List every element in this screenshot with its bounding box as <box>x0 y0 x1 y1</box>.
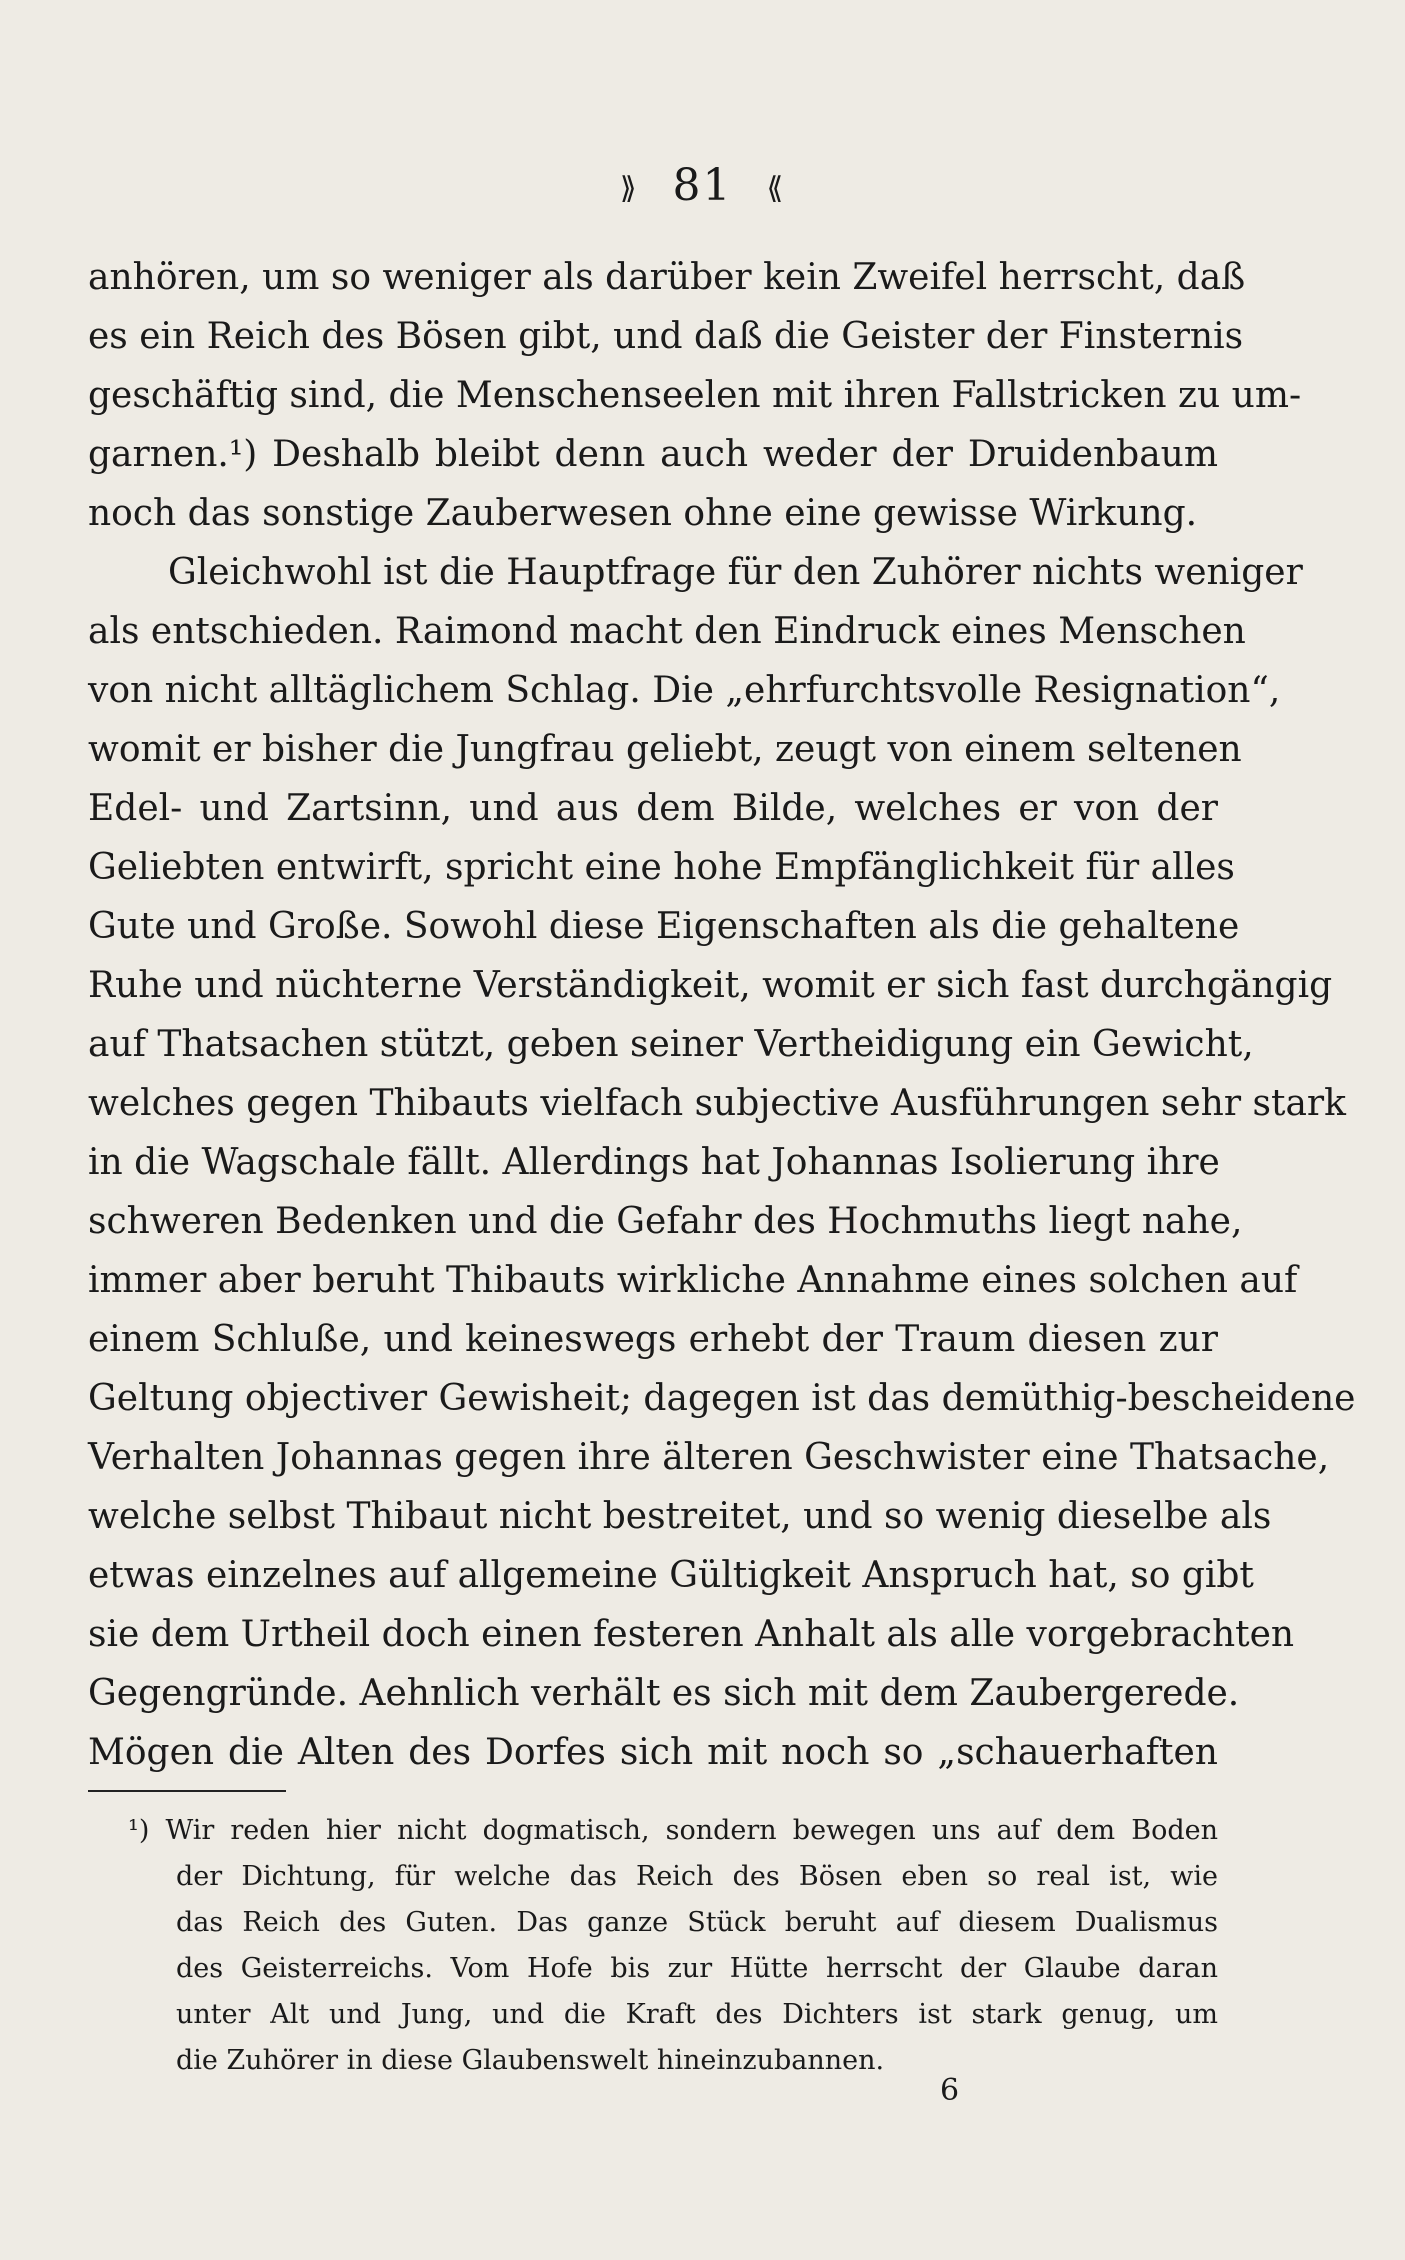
text-line: welche selbst Thibaut nicht bestreitet, und so wenig dieselbe als <box>88 1496 1272 1537</box>
text-line: Gegengründe. Aehnlich verhält es sich mit dem Zaubergerede. <box>88 1673 1240 1714</box>
text-line: einem Schluße, und keineswegs erhebt der Traum diesen zur <box>88 1319 1218 1360</box>
right-ornament-icon: ⟪ <box>766 171 786 206</box>
text-line: immer aber beruht Thibauts wirkliche Annahme eines solchen auf <box>88 1260 1298 1301</box>
text-line: garnen.¹) Deshalb bleibt denn auch weder der Druidenbaum <box>88 434 1218 475</box>
text-line: Edel- und Zartsinn, und aus dem Bilde, welches er von der <box>88 788 1218 829</box>
signature-mark: 6 <box>940 2073 960 2108</box>
text-line: Geliebten entwirft, spricht eine hohe Empfänglichkeit für alles <box>88 847 1235 888</box>
text-line: geschäftig sind, die Menschenseelen mit ihren Fallstricken zu um- <box>88 375 1302 416</box>
text-line: sie dem Urtheil doch einen festeren Anhalt als alle vorgebrachten <box>88 1614 1295 1655</box>
page-header <box>0 160 1405 211</box>
footnote-line: ¹) Wir reden hier nicht dogmatisch, sondern bewegen uns auf dem Boden <box>128 1815 1218 1846</box>
text-line: Gute und Große. Sowohl diese Eigenschaften als die gehaltene <box>88 906 1240 947</box>
text-line: schweren Bedenken und die Gefahr des Hochmuths liegt nahe, <box>88 1201 1243 1242</box>
text-line: Verhalten Johannas gegen ihre älteren Geschwister eine Thatsache, <box>88 1437 1330 1478</box>
footnote-line: die Zuhörer in diese Glaubenswelt hineinzubannen. <box>176 2045 885 2076</box>
text-line: Mögen die Alten des Dorfes sich mit noch so „schauerhaften <box>88 1732 1218 1773</box>
text-line: es ein Reich des Bösen gibt, und daß die Geister der Finsternis <box>88 316 1244 357</box>
text-line: Gleichwohl ist die Hauptfrage für den Zuhörer nichts weniger <box>168 552 1303 593</box>
text-line: in die Wagschale fällt. Allerdings hat Johannas Isolierung ihre <box>88 1142 1220 1183</box>
text-line: noch das sonstige Zauberwesen ohne eine gewisse Wirkung. <box>88 493 1198 534</box>
text-line: auf Thatsachen stützt, geben seiner Vertheidigung ein Gewicht, <box>88 1024 1254 1065</box>
footnote-line: das Reich des Guten. Das ganze Stück beruht auf diesem Dualismus <box>176 1907 1218 1938</box>
footnote-line: des Geisterreichs. Vom Hofe bis zur Hütte herrscht der Glaube daran <box>176 1953 1218 1984</box>
footnote-line: der Dichtung, für welche das Reich des Bösen eben so real ist, wie <box>176 1861 1218 1892</box>
text-line: etwas einzelnes auf allgemeine Gültigkeit Anspruch hat, so gibt <box>88 1555 1254 1596</box>
text-line: von nicht alltäglichem Schlag. Die „ehrfurchtsvolle Resignation“, <box>88 670 1281 711</box>
text-line: womit er bisher die Jungfrau geliebt, zeugt von einem seltenen <box>88 729 1242 770</box>
page-number: 81 <box>672 160 733 211</box>
left-ornament-icon: ⟫ <box>619 171 639 206</box>
main-text <box>88 248 1356 1782</box>
footnote-line: unter Alt und Jung, und die Kraft des Dichters ist stark genug, um <box>176 1999 1218 2030</box>
text-line: welches gegen Thibauts vielfach subjective Ausführungen sehr stark <box>88 1083 1346 1124</box>
text-line: anhören, um so weniger als darüber kein Zweifel herrscht, daß <box>88 257 1246 298</box>
footnotes <box>88 1808 1218 2084</box>
text-line: Geltung objectiver Gewisheit; dagegen ist das demüthig-bescheidene <box>88 1378 1356 1419</box>
text-line: als entschieden. Raimond macht den Eindruck eines Menschen <box>88 611 1246 652</box>
footnote-divider <box>88 1790 286 1792</box>
text-line: Ruhe und nüchterne Verständigkeit, womit er sich fast durchgängig <box>88 965 1333 1006</box>
